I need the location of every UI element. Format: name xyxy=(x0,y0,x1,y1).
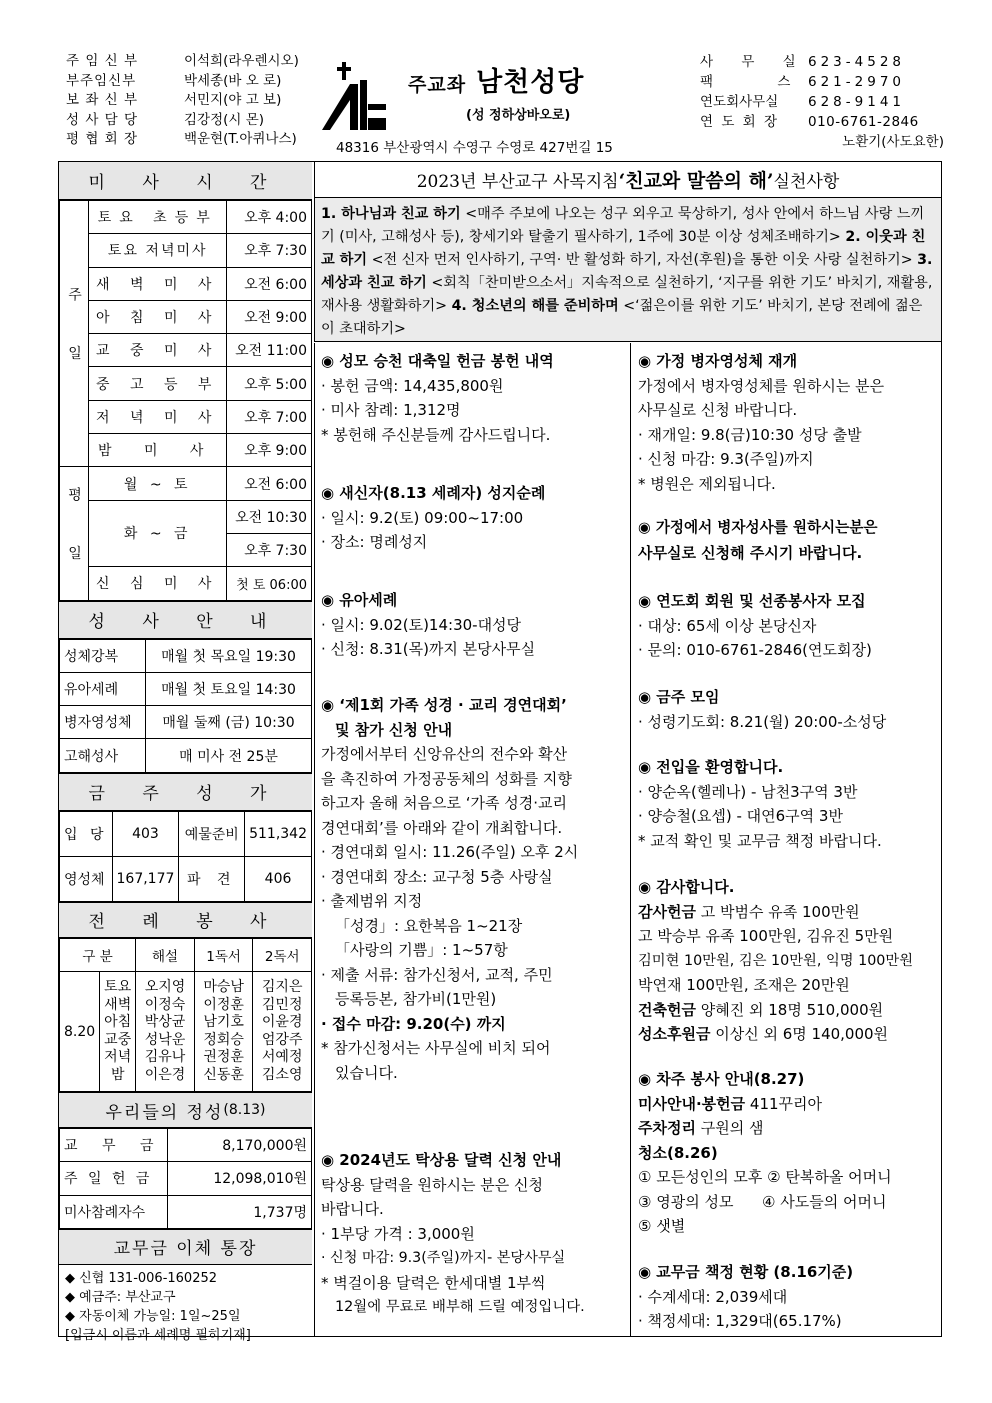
sunday-label: 주 일 xyxy=(60,201,89,467)
clergy-row: 보 좌 신 부 서민지(야 고 보) xyxy=(66,92,282,108)
table-row: 주 일 토요 초등부 오후 4:00 xyxy=(60,201,312,234)
clergy-row: 부주임신부 박세종(바 오 로) xyxy=(66,72,282,89)
bank-info: ◆ 신협 131-006-160252 ◆ 예금주: 부산교구 ◆ 자동이체 가능일: 1일~25일 [입금시 이름과 세례명 필히기재] xyxy=(65,1270,251,1343)
contact-person: 노환기(사도요한) xyxy=(842,134,944,150)
table-row: 평 일 월 ~ 토 오전 6:00 xyxy=(60,467,312,500)
table-row: 토요 저녁미사 오후 7:30 xyxy=(60,234,312,267)
table-row: 오후 7:30 xyxy=(60,533,312,566)
table-row: 구 분 해설 1독서 2독서 xyxy=(60,938,312,971)
liturgy-date: 8.20 xyxy=(60,972,100,1092)
table-row: 주 일 헌 금 12,098,010원 xyxy=(60,1162,312,1195)
contact-row: 연도회사무실 628-9141 xyxy=(700,94,905,110)
recruitment-notice: ◉ 연도회 회원 및 선종봉사자 모집 · 대상: 65세 이상 본당신자 · 문의: 010-6761-2846(연도회장) xyxy=(638,592,872,659)
liturgy-mass-col: 토요 새벽 아침 교중 저녁 밤 xyxy=(100,972,136,1092)
weekday-label: 평 일 xyxy=(60,467,89,600)
sick-communion-notice: ◉ 가정 병자영성체 재개 가정에서 병자영성체를 원하시는 분은 사무실로 신청 바랍니다. · 재개일: 9.8(금)10:30 성당 출발 · 신청 마감: 9.3(주일)까지 * 병원은 제외됩니다. xyxy=(638,352,885,493)
contact-row: 연 도 회 장 010-6761-2846 xyxy=(700,114,919,130)
table-row: 아 침 미 사 오전 9:00 xyxy=(60,300,312,333)
pilgrimage-notice: ◉ 새신자(8.13 세례자) 성지순례 · 일시: 9.2(토) 09:00~17:00 · 장소: 명례성지 xyxy=(321,484,546,551)
contact-row: 사 무 실 623-4528 xyxy=(700,54,905,70)
table-row: 교 중 미 사 오전 11:00 xyxy=(60,334,312,367)
liturgy-reader1-col: 마승남 이정훈 남기호 정회승 권정훈 신동훈 xyxy=(194,972,253,1092)
left-column xyxy=(59,162,312,1349)
table-row: 입 당 403 예물준비 511,342 xyxy=(60,811,312,856)
pastoral-guideline-banner xyxy=(314,162,941,342)
table-row: 새 벽 미 사 오전 6:00 xyxy=(60,267,312,300)
clergy-row: 평 협 회 장 백운현(T.아퀴나스) xyxy=(66,131,297,147)
parish-address: 48316 부산광역시 수영구 수영로 427번길 15 xyxy=(336,140,613,156)
mass-times-title: 미 사 시 간 xyxy=(59,162,312,200)
mass-times-table xyxy=(59,200,312,601)
assumption-offering-notice: ◉ 성모 승천 대축일 헌금 봉헌 내역 · 봉헌 금액: 14,435,800원 · 미사 참례: 1,312명 * 봉헌해 주신분들께 감사드립니다. xyxy=(321,352,554,444)
sacraments-table xyxy=(59,639,312,773)
middle-column xyxy=(314,343,630,1337)
table-row: 병자영성체 매월 둘째 (금) 10:30 xyxy=(60,706,312,739)
table-row: 미사참례자수 1,737명 xyxy=(60,1195,312,1228)
liturgy-title: 전 례 봉 사 xyxy=(59,902,312,938)
clergy-list xyxy=(66,52,316,150)
sick-anointing-notice: ◉ 가정에서 병자성사를 원하시는분은 사무실로 신청해 주시기 바랍니다. xyxy=(638,519,878,562)
contact-list xyxy=(700,52,944,152)
next-week-service-notice: ◉ 차주 봉사 안내(8.27) 미사안내·봉헌금 411꾸리아 주차정리 구원의 샘 청소(8.26) ① 모든성인의 모후 ② 탄복하올 어머니 ③ 영광의 성모 ④ 사도들의 어머니 ⑤ 샛별 xyxy=(638,1070,892,1235)
table-row: 영성체 167,177 파 견 406 xyxy=(60,856,312,901)
banner-body: 1. 하나님과 친교 하기 <매주 주보에 나오는 성구 외우고 묵상하기, 성사 안에서 하느님 사랑 느끼기 (미사, 고해성사 등), 창세기와 탈출기 필사하기, 1주에 30분 이상 성체조배하기> 2. 이웃과 친교 하기 <전 신자 먼저 인사하기, 구역· 반 활성화 하기, 자선(후원)을 통한 이웃 사랑 실천하기> 3. 세상과 친교 하기 <회칙「찬미받으소서」지속적으로 실천하기, ‘지구를 위한 기도’ 바치기, 재활용, 재사용 생활화하기> 4. 청소년의 해를 준비하며 <‘젊은이를 위한 기도’ 바치기, 본당 전례에 젊은이 초대하기> xyxy=(321,206,933,337)
parish-subtitle: (성 정하상바오로) xyxy=(466,108,571,123)
infant-baptism-notice: ◉ 유아세례 · 일시: 9.02(토)14:30-대성당 · 신청: 8.31(목)까지 본당사무실 xyxy=(321,591,536,658)
right-column xyxy=(630,343,942,1337)
table-row: 저 녁 미 사 오후 7:00 xyxy=(60,400,312,433)
table-row: 화 ~ 금 오전 10:30 xyxy=(60,500,312,533)
bank-title: 교무금 이체 통장 xyxy=(59,1229,312,1265)
table-row: 유아세례 매월 첫 토요일 14:30 xyxy=(60,672,312,705)
welcome-notice: ◉ 전입을 환영합니다. · 양순옥(헬레나) - 남천3구역 3반 · 양승철(요셉) - 대연6구역 3반 * 교적 확인 및 교무금 책정 바랍니다. xyxy=(638,758,882,850)
liturgy-commentator-col: 오지영 이정숙 박상균 성낙운 김유나 이은경 xyxy=(136,972,195,1092)
table-row: 성체강복 매월 첫 목요일 19:30 xyxy=(60,639,312,672)
tithe-status-notice: ◉ 교무금 책정 현황 (8.16기준) · 수계세대: 2,039세대 · 책정세대: 1,329대(65.17%) xyxy=(638,1263,854,1330)
weekly-meeting-notice: ◉ 금주 모임 · 성령기도회: 8.21(월) 20:00-소성당 xyxy=(638,688,887,731)
clergy-row: 주 임 신 부 이석희(라우렌시오) xyxy=(66,53,299,69)
family-bible-contest-notice: ◉ ‘제1회 가족 성경 · 교리 경연대회’ 및 참가 신청 안내 가정에서부터 신앙유산의 전수와 확산 을 촉진하여 가정공동체의 성화를 지향 하고자 올해 처음으로 ‘가족 성경·교리 경연대회’를 아래와 같이 개최합니다. · 경연대회 일시: 11.26(주일) 오후 2시 · 경연대회 장소: 교구청 5층 사랑실 · 출제범위 지정 「성경」: 요한복음 1~21장 「사랑의 기쁨」: 1~57항 · 제출 서류: 참가신청서, 교적, 주민 등록등본, 참가비(1만원) · 접수 마감: 9.20(수) 까지 * 참가신청서는 사무실에 비치 되어 있습니다. xyxy=(321,696,579,1082)
table-row: 신 심 미 사 첫 토 06:00 xyxy=(60,567,312,600)
table-row: 중 고 등 부 오후 5:00 xyxy=(60,367,312,400)
desk-calendar-notice: ◉ 2024년도 탁상용 달력 신청 안내 탁상용 달력을 원하시는 분은 신청 바랍니다. · 1부당 가격 : 3,000원 · 신청 마감: 9.3(주일)까지- 본당사무실 * 벽걸이용 달력은 한세대별 1부씩 12월에 무료로 배부해 드릴 예정입니다. xyxy=(321,1151,585,1315)
liturgy-table xyxy=(59,938,312,1092)
banner-title: 2023년 부산교구 사목지침 ‘친교와 말씀의 해’ 실천사항 xyxy=(315,162,941,198)
liturgy-reader2-col: 김지은 김민정 이윤경 엄강주 서예정 김소영 xyxy=(253,972,312,1092)
offering-title: 우리들의 정성 (8.13) xyxy=(59,1092,312,1128)
table-row: 교 무 금 8,170,000원 xyxy=(60,1129,312,1162)
thanks-notice: ◉ 감사합니다. 감사헌금 고 박범수 유족 100만원 고 박승부 유족 100만원, 김유진 5만원 김미현 10만원, 김은 10만원, 익명 100만원 박연재 100만원, 조재은 20만원 건축헌금 양혜진 외 18명 510,000원 성소후원금 이상신 외 6명 140,000원 xyxy=(638,878,914,1043)
clergy-row: 성 사 담 당 김강정(시 몬) xyxy=(66,111,265,128)
choir-table xyxy=(59,811,312,902)
table-row: 고해성사 매 미사 전 25분 xyxy=(60,739,312,772)
contact-row: 팩 스 621-2970 xyxy=(700,74,905,90)
table-row: 밤 미 사 오후 9:00 xyxy=(60,434,312,467)
sacraments-title: 성 사 안 내 xyxy=(59,601,312,639)
church-logo-icon xyxy=(320,60,388,132)
offering-table xyxy=(59,1128,312,1229)
parish-title: 주교좌 남천성당 xyxy=(408,67,585,98)
choir-title: 금 주 성 가 xyxy=(59,773,312,811)
table-row xyxy=(60,972,312,1092)
